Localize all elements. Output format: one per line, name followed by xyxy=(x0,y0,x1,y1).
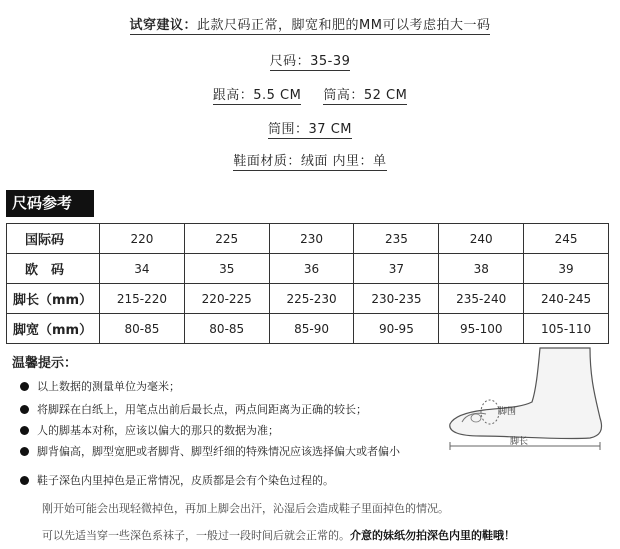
foot-width-label: 脚围 xyxy=(498,407,517,417)
size-cell: 105-110 xyxy=(524,314,609,344)
size-cell: 235-240 xyxy=(439,284,524,314)
size-row xyxy=(7,224,609,254)
size-chart-title: 尺码参考 xyxy=(6,190,94,217)
size-cell: 35 xyxy=(184,254,269,284)
size-cell: 225 xyxy=(184,224,269,254)
size-cell: 230 xyxy=(269,224,354,254)
size-cell: 80-85 xyxy=(184,314,269,344)
foot-outline xyxy=(450,348,602,439)
tips-title: 温馨提示： xyxy=(12,356,78,371)
circumference-text: 筒围：37 CM xyxy=(268,122,352,137)
shaft-height: 筒高：52 CM xyxy=(323,88,408,103)
circumference xyxy=(0,118,620,137)
size-cell: 235 xyxy=(354,224,439,254)
size-row xyxy=(7,254,609,284)
size-cell: 220-225 xyxy=(184,284,269,314)
size-range xyxy=(0,50,620,69)
size-cell: 90-95 xyxy=(354,314,439,344)
care-note-2-warning: 介意的妹纸勿拍深色内里的鞋哦！ xyxy=(350,529,515,542)
bullet-icon xyxy=(20,382,29,391)
heights xyxy=(0,84,620,103)
material-text: 鞋面材质：绒面 内里：单 xyxy=(233,154,387,169)
tip-text: 脚背偏高，脚型宽肥或者脚背、脚型纤细的特殊情况应该选择偏大或者偏小 xyxy=(37,445,400,458)
size-cell: 39 xyxy=(524,254,609,284)
tip-item xyxy=(20,472,334,488)
size-row-label: 欧 码 xyxy=(7,254,100,284)
size-cell: 80-85 xyxy=(100,314,185,344)
foot-diagram xyxy=(440,340,615,460)
fit-advice-text: 此款尺码正常，脚宽和肥的MM可以考虑拍大一码 xyxy=(197,18,491,33)
foot-length-label: 脚长 xyxy=(510,437,529,447)
size-row-label: 脚宽（mm） xyxy=(7,314,100,344)
tip-text: 人的脚基本对称，应该以偏大的那只的数据为准； xyxy=(37,424,279,437)
care-note-2-text: 可以先适当穿一些深色系袜子，一般过一段时间后就会正常的。 xyxy=(42,529,350,542)
bullet-icon xyxy=(20,426,29,435)
size-range-text: 尺码：35-39 xyxy=(269,54,351,69)
tip-text: 将脚踩在白纸上，用笔点出前后最长点，两点间距离为正确的较长； xyxy=(37,403,367,416)
size-cell: 38 xyxy=(439,254,524,284)
fit-advice xyxy=(0,14,620,33)
care-note-1: 刚开始可能会出现轻微掉色，再加上脚会出汗，沁湿后会造成鞋子里面掉色的情况。 xyxy=(42,502,449,515)
size-chart-table xyxy=(6,223,609,344)
bullet-icon xyxy=(20,476,29,485)
bullet-icon xyxy=(20,405,29,414)
size-cell: 36 xyxy=(269,254,354,284)
size-row-label: 国际码 xyxy=(7,224,100,254)
fit-advice-label: 试穿建议： xyxy=(129,18,198,33)
size-cell: 215-220 xyxy=(100,284,185,314)
size-row xyxy=(7,284,609,314)
size-cell: 230-235 xyxy=(354,284,439,314)
bullet-icon xyxy=(20,447,29,456)
size-row xyxy=(7,314,609,344)
size-cell: 85-90 xyxy=(269,314,354,344)
tip-item xyxy=(20,378,180,394)
size-cell: 220 xyxy=(100,224,185,254)
heel-height: 跟高：5.5 CM xyxy=(212,88,302,103)
size-cell: 225-230 xyxy=(269,284,354,314)
size-row-label: 脚长（mm） xyxy=(7,284,100,314)
tip-item xyxy=(20,401,367,417)
size-cell: 240 xyxy=(439,224,524,254)
tip-text: 以上数据的测量单位为毫米； xyxy=(37,380,180,393)
tip-item xyxy=(20,443,400,459)
tip-text: 鞋子深色内里掉色是正常情况，皮质都是会有个染色过程的。 xyxy=(37,474,334,487)
size-cell: 37 xyxy=(354,254,439,284)
size-cell: 34 xyxy=(100,254,185,284)
tip-item xyxy=(20,422,279,438)
material xyxy=(0,150,620,169)
size-cell: 240-245 xyxy=(524,284,609,314)
size-cell: 95-100 xyxy=(439,314,524,344)
size-cell: 245 xyxy=(524,224,609,254)
care-note-2 xyxy=(42,527,515,543)
